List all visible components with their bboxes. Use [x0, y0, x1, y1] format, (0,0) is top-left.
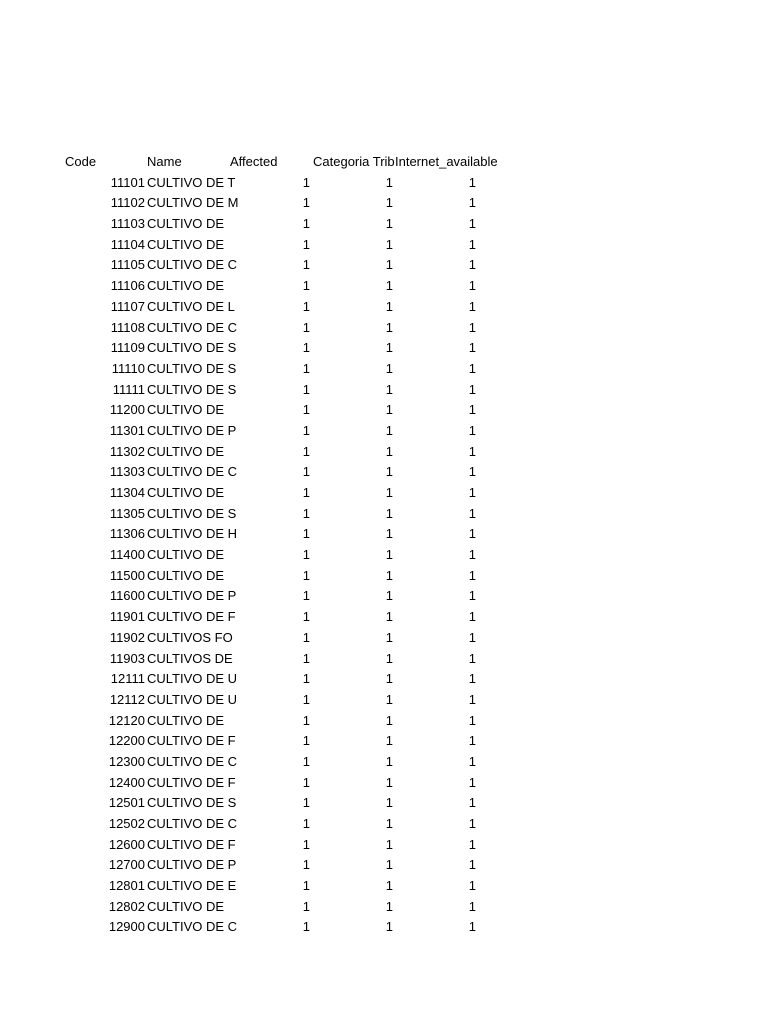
cell-code: 12112	[109, 691, 145, 707]
cell-categoria: 1	[385, 236, 393, 252]
cell-internet-available: 1	[468, 547, 476, 563]
cell-affected: 1	[302, 236, 310, 252]
cell-internet-available: 1	[468, 588, 476, 604]
cell-categoria: 1	[385, 753, 393, 769]
cell-internet-available: 1	[468, 257, 476, 273]
cell-internet-available: 1	[468, 195, 476, 211]
cell-code: 11107	[110, 298, 145, 314]
cell-affected: 1	[302, 216, 310, 232]
cell-affected: 1	[302, 609, 310, 625]
cell-code: 11105	[110, 257, 145, 273]
cell-internet-available: 1	[468, 360, 476, 376]
cell-code: 12801	[108, 878, 145, 894]
cell-affected: 1	[302, 381, 310, 397]
cell-affected: 1	[302, 795, 310, 811]
cell-name: CULTIVO DE P	[147, 588, 237, 604]
cell-affected: 1	[302, 857, 310, 873]
table-row	[0, 193, 768, 214]
cell-categoria: 1	[385, 381, 393, 397]
cell-categoria: 1	[385, 919, 393, 935]
cell-categoria: 1	[385, 505, 393, 521]
table-row	[0, 504, 768, 525]
cell-categoria: 1	[385, 464, 393, 480]
cell-affected: 1	[302, 733, 310, 749]
cell-affected: 1	[302, 174, 310, 190]
cell-affected: 1	[302, 671, 310, 687]
cell-categoria: 1	[385, 402, 393, 418]
cell-code: 11111	[112, 381, 145, 397]
cell-name: CULTIVO DE U	[147, 691, 238, 707]
cell-affected: 1	[302, 919, 310, 935]
cell-categoria: 1	[385, 195, 393, 211]
cell-internet-available: 1	[468, 319, 476, 335]
table-row	[0, 400, 768, 421]
cell-code: 12400	[108, 774, 145, 790]
cell-internet-available: 1	[468, 671, 476, 687]
cell-internet-available: 1	[468, 691, 476, 707]
cell-internet-available: 1	[468, 236, 476, 252]
table-row	[0, 649, 768, 670]
cell-code: 12900	[108, 919, 145, 935]
cell-affected: 1	[302, 422, 310, 438]
cell-internet-available: 1	[468, 485, 476, 500]
cell-internet-available: 1	[468, 629, 476, 645]
cell-code: 11108	[110, 319, 145, 335]
cell-code: 12502	[108, 816, 145, 831]
cell-code: 11103	[110, 216, 145, 232]
cell-name: CULTIVO DE F	[147, 733, 236, 749]
table-row	[0, 173, 768, 194]
cell-affected: 1	[302, 691, 310, 707]
cell-internet-available: 1	[468, 381, 476, 397]
table-row	[0, 462, 768, 483]
cell-code: 11305	[109, 505, 145, 521]
cell-categoria: 1	[385, 774, 393, 790]
table-row	[0, 524, 768, 545]
cell-affected: 1	[302, 878, 310, 894]
cell-affected: 1	[302, 567, 310, 583]
cell-name: CULTIVO DE S	[147, 795, 237, 811]
cell-internet-available: 1	[468, 712, 476, 728]
cell-categoria: 1	[385, 443, 393, 459]
cell-categoria: 1	[385, 340, 393, 356]
table-row	[0, 669, 768, 690]
table-row	[0, 276, 768, 297]
column-header-internet-available: Internet_available	[395, 154, 498, 169]
table-row	[0, 318, 768, 339]
cell-categoria: 1	[385, 485, 393, 500]
cell-affected: 1	[302, 443, 310, 459]
cell-code: 12700	[108, 857, 145, 873]
header-row	[0, 152, 768, 173]
cell-code: 11306	[109, 526, 145, 542]
cell-code: 11110	[111, 360, 145, 376]
cell-categoria: 1	[385, 298, 393, 314]
cell-name: CULTIVO DE U	[147, 671, 238, 687]
cell-code: 11902	[109, 629, 145, 645]
table-body	[0, 173, 768, 938]
table-row	[0, 773, 768, 794]
cell-internet-available: 1	[468, 774, 476, 790]
table-row	[0, 752, 768, 773]
table-row	[0, 214, 768, 235]
table-row	[0, 814, 768, 835]
cell-internet-available: 1	[468, 340, 476, 356]
column-header-code: Code	[65, 154, 97, 169]
cell-categoria: 1	[385, 898, 393, 914]
cell-affected: 1	[302, 898, 310, 914]
cell-affected: 1	[302, 712, 310, 728]
cell-internet-available: 1	[468, 174, 476, 190]
cell-name: CULTIVO DE P	[147, 857, 237, 873]
cell-affected: 1	[302, 340, 310, 356]
cell-name: CULTIVO DE H	[147, 526, 238, 542]
cell-name: CULTIVO DE C	[147, 464, 238, 480]
cell-code: 12501	[108, 795, 145, 811]
cell-categoria: 1	[385, 216, 393, 232]
cell-categoria: 1	[385, 547, 393, 563]
cell-categoria: 1	[385, 650, 393, 666]
cell-name: CULTIVO DE P	[147, 422, 237, 438]
cell-code: 11200	[109, 402, 145, 418]
table-row	[0, 731, 768, 752]
cell-internet-available: 1	[468, 753, 476, 769]
cell-name: CULTIVO DE S	[147, 381, 237, 397]
cell-code: 11106	[110, 278, 145, 294]
table-row	[0, 421, 768, 442]
cell-categoria: 1	[385, 360, 393, 376]
cell-code: 11101	[110, 174, 145, 190]
cell-internet-available: 1	[468, 464, 476, 480]
cell-code: 11109	[110, 340, 145, 356]
cell-affected: 1	[302, 278, 310, 294]
cell-name: CULTIVO DE C	[147, 319, 238, 335]
cell-name: CULTIVO DE	[147, 216, 225, 232]
cell-affected: 1	[302, 464, 310, 480]
cell-name: CULTIVO DE	[147, 485, 225, 500]
cell-name: CULTIVO DE	[147, 898, 225, 914]
cell-internet-available: 1	[468, 567, 476, 583]
cell-code: 12600	[108, 836, 145, 852]
table-row	[0, 607, 768, 628]
table-row	[0, 876, 768, 897]
table-row	[0, 586, 768, 607]
cell-name: CULTIVO DE T	[147, 174, 236, 190]
cell-categoria: 1	[385, 733, 393, 749]
cell-affected: 1	[302, 774, 310, 790]
cell-internet-available: 1	[468, 609, 476, 625]
cell-internet-available: 1	[468, 878, 476, 894]
cell-internet-available: 1	[468, 422, 476, 438]
cell-code: 12802	[108, 898, 145, 914]
cell-categoria: 1	[385, 526, 393, 542]
cell-categoria: 1	[385, 712, 393, 728]
table-row	[0, 835, 768, 856]
cell-categoria: 1	[385, 174, 393, 190]
cell-affected: 1	[302, 402, 310, 418]
cell-code: 11500	[109, 567, 145, 583]
table-row	[0, 855, 768, 876]
table-row	[0, 442, 768, 463]
cell-name: CULTIVO DE L	[147, 298, 235, 314]
cell-affected: 1	[302, 526, 310, 542]
cell-name: CULTIVO DE E	[147, 878, 237, 894]
cell-name: CULTIVO DE C	[147, 919, 238, 935]
cell-categoria: 1	[385, 857, 393, 873]
cell-affected: 1	[302, 485, 310, 500]
cell-affected: 1	[302, 195, 310, 211]
cell-categoria: 1	[385, 671, 393, 687]
cell-categoria: 1	[385, 629, 393, 645]
cell-internet-available: 1	[468, 298, 476, 314]
cell-affected: 1	[302, 588, 310, 604]
table-row	[0, 297, 768, 318]
cell-code: 12111	[110, 671, 145, 687]
cell-name: CULTIVO DE C	[147, 257, 238, 273]
cell-code: 11903	[109, 650, 145, 666]
cell-categoria: 1	[385, 816, 393, 831]
cell-code: 11901	[109, 609, 145, 625]
cell-affected: 1	[302, 753, 310, 769]
cell-internet-available: 1	[468, 836, 476, 852]
cell-internet-available: 1	[468, 216, 476, 232]
cell-categoria: 1	[385, 691, 393, 707]
cell-internet-available: 1	[468, 443, 476, 459]
table-row	[0, 917, 768, 938]
cell-categoria: 1	[385, 878, 393, 894]
cell-code: 11303	[109, 464, 145, 480]
cell-categoria: 1	[385, 836, 393, 852]
cell-internet-available: 1	[468, 402, 476, 418]
cell-code: 12200	[108, 733, 145, 749]
cell-name: CULTIVO DE	[147, 236, 225, 252]
cell-internet-available: 1	[468, 733, 476, 749]
cell-categoria: 1	[385, 422, 393, 438]
cell-name: CULTIVO DE M	[147, 195, 239, 211]
cell-categoria: 1	[385, 567, 393, 583]
cell-categoria: 1	[385, 319, 393, 335]
cell-name: CULTIVO DE F	[147, 836, 236, 852]
cell-categoria: 1	[385, 588, 393, 604]
cell-name: CULTIVOS DE	[147, 650, 233, 666]
cell-name: CULTIVO DE S	[147, 360, 237, 376]
cell-internet-available: 1	[468, 795, 476, 811]
cell-affected: 1	[302, 360, 310, 376]
table-row	[0, 711, 768, 732]
cell-code: 12120	[108, 712, 145, 728]
cell-code: 11102	[110, 195, 145, 211]
cell-name: CULTIVO DE	[147, 443, 225, 459]
table-row	[0, 545, 768, 566]
cell-categoria: 1	[385, 609, 393, 625]
table-row	[0, 359, 768, 380]
cell-name: CULTIVO DE C	[147, 753, 238, 769]
cell-internet-available: 1	[468, 505, 476, 521]
cell-code: 12300	[108, 753, 145, 769]
cell-code: 11600	[109, 588, 145, 604]
data-table	[0, 152, 768, 938]
table-row	[0, 690, 768, 711]
cell-name: CULTIVO DE S	[147, 505, 237, 521]
cell-internet-available: 1	[468, 816, 476, 831]
cell-affected: 1	[302, 298, 310, 314]
table-row	[0, 793, 768, 814]
cell-affected: 1	[302, 319, 310, 335]
cell-categoria: 1	[385, 278, 393, 294]
cell-internet-available: 1	[468, 898, 476, 914]
cell-name: CULTIVO DE S	[147, 340, 237, 356]
cell-name: CULTIVO DE F	[147, 609, 236, 625]
cell-affected: 1	[302, 629, 310, 645]
cell-code: 11400	[109, 547, 145, 563]
column-header-name: Name	[147, 154, 182, 169]
cell-internet-available: 1	[468, 526, 476, 542]
table-row	[0, 380, 768, 401]
cell-code: 11302	[109, 443, 145, 459]
cell-name: CULTIVOS FO	[147, 629, 233, 645]
cell-categoria: 1	[385, 795, 393, 811]
cell-name: CULTIVO DE C	[147, 816, 238, 831]
cell-affected: 1	[302, 505, 310, 521]
table-row	[0, 483, 768, 504]
cell-name: CULTIVO DE	[147, 712, 225, 728]
cell-internet-available: 1	[468, 857, 476, 873]
cell-name: CULTIVO DE	[147, 547, 225, 563]
table-row	[0, 628, 768, 649]
cell-code: 11301	[109, 422, 145, 438]
table-row	[0, 338, 768, 359]
cell-affected: 1	[302, 816, 310, 831]
column-header-affected: Affected	[230, 154, 278, 169]
table-row	[0, 897, 768, 918]
table-row	[0, 235, 768, 256]
cell-name: CULTIVO DE	[147, 402, 225, 418]
cell-affected: 1	[302, 257, 310, 273]
cell-code: 11304	[109, 485, 145, 500]
table-row	[0, 566, 768, 587]
cell-name: CULTIVO DE F	[147, 774, 236, 790]
column-header-categoria: Categoria Trib	[313, 154, 395, 169]
cell-internet-available: 1	[468, 919, 476, 935]
cell-internet-available: 1	[468, 650, 476, 666]
cell-affected: 1	[302, 547, 310, 563]
cell-name: CULTIVO DE	[147, 278, 225, 294]
cell-affected: 1	[302, 836, 310, 852]
table-row	[0, 255, 768, 276]
cell-code: 11104	[110, 236, 145, 252]
cell-name: CULTIVO DE	[147, 567, 225, 583]
cell-affected: 1	[302, 650, 310, 666]
cell-internet-available: 1	[468, 278, 476, 294]
cell-categoria: 1	[385, 257, 393, 273]
